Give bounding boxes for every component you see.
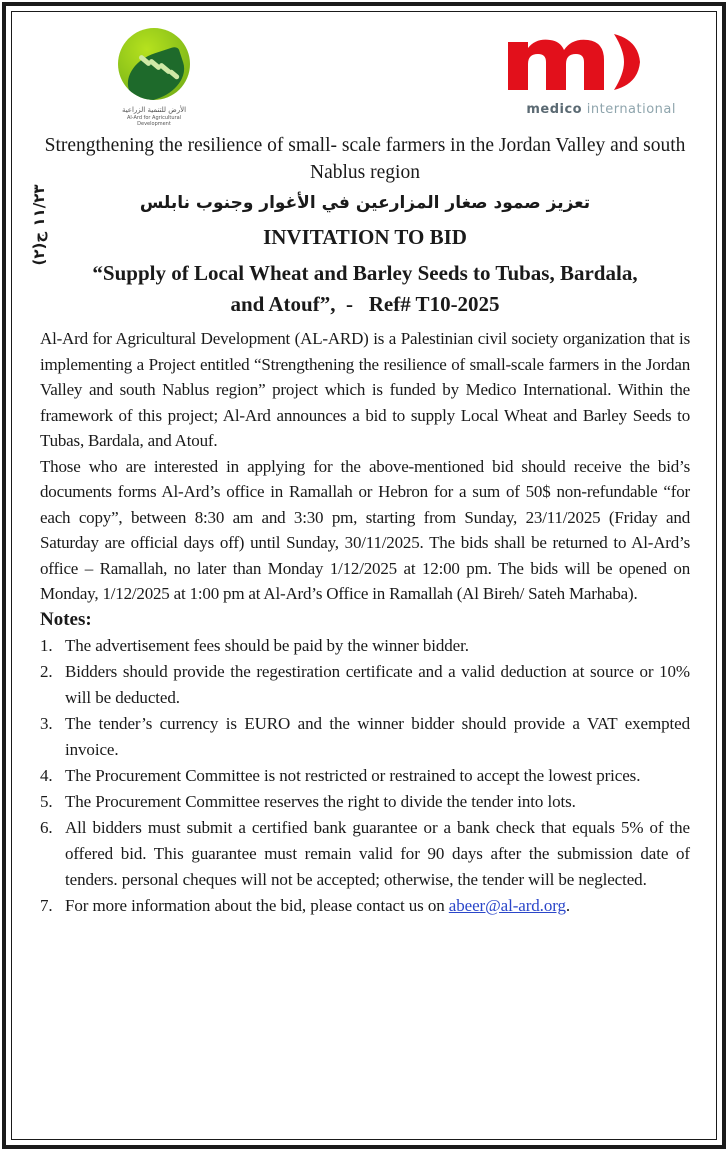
al-ard-caption-en: Al-Ard for Agricultural Development [126, 115, 182, 127]
bid-title-line2: and Atouf”, - Ref# T10-2025 [230, 292, 500, 316]
logo-bar [12, 12, 716, 132]
note-text: The advertisement fees should be paid by the winner bidder. [65, 635, 469, 655]
note-number: 4. [40, 765, 53, 785]
note-number: 7. [40, 895, 53, 915]
invitation-heading: INVITATION TO BID [263, 225, 467, 249]
ad-content [40, 132, 690, 919]
note-item [40, 893, 690, 919]
medico-word-bold: medico [526, 102, 583, 117]
notes-list [40, 633, 690, 919]
project-title: Strengthening the resilience of small- scale farmers in the Jordan Valley and south Nablus region [44, 135, 686, 183]
notes-heading: Notes: [40, 608, 92, 630]
note-text: The Procurement Committee is not restricted or restrained to accept the lowest prices. [65, 765, 641, 785]
note-number: 5. [40, 791, 53, 811]
note-text: The Procurement Committee reserves the right to divide the tender into lots. [65, 791, 576, 811]
wheat-leaf-icon [118, 28, 190, 100]
intro-paragraph: Al-Ard for Agricultural Development (AL-ARD) is a Palestinian civil society organization that is implementing a Project entitled “Strengthening the resilience of small-scale farmers in the Jordan Valley and south Nablus region” project which is funded by Medico International. Within the framework of this project; Al-Ard announces a bid to supply Local Wheat and Barley Seeds to Tubas, Bardala, and Atouf. [40, 329, 690, 450]
note-number: 1. [40, 635, 53, 655]
bid-title-line1: “Supply of Local Wheat and Barley Seeds to Tubas, Bardala, [92, 261, 638, 285]
note-item [40, 633, 690, 659]
al-ard-logo [112, 28, 192, 128]
note-text: For more information about the bid, please contact us on [65, 895, 449, 915]
note-text: All bidders must submit a certified bank guarantee or a bank check that equals 5% of the offered bid. This guarantee must remain valid for 90 days after the submission date of tenders. personal cheques will not be accepted; otherwise, the tender will be neglected. [65, 817, 690, 889]
note-text: The tender’s currency is EURO and the winner bidder should provide a VAT exempted invoice. [65, 713, 690, 759]
advertisement-frame [2, 2, 726, 1149]
medico-word-light: international [586, 102, 676, 117]
medico-wordmark [526, 102, 676, 117]
note-text: Bidders should provide the regestiration certificate and a valid deduction at source or 10% will be deducted. [65, 661, 690, 707]
al-ard-caption-ar: الأرض للتنمية الزراعية [121, 106, 187, 114]
note-item [40, 763, 690, 789]
note-number: 3. [40, 713, 53, 733]
note-number: 2. [40, 661, 53, 681]
al-ard-caption [112, 106, 196, 127]
note-item [40, 711, 690, 763]
instructions-paragraph: Those who are interested in applying for the above-mentioned bid should receive the bid’s documents forms Al-Ard’s office in Ramallah or Hebron for a sum of 50$ non-refundable “for each copy”, between 8:30 am and 3:30 pm, starting from Sunday, 23/11/2025 (Friday and Saturday are official days off) until Sunday, 30/11/2025. The bids shall be returned to Al-Ard’s office – Ramallah, no later than Monday 1/12/2025 at 12:00 pm. The bids will be opened on Monday, 1/12/2025 at 1:00 pm at Al-Ard’s Office in Ramallah (Al Bireh/ Sateh Marhaba). [40, 456, 690, 603]
note-number: 6. [40, 817, 53, 837]
note-item [40, 815, 690, 893]
medico-m-icon [506, 32, 646, 92]
medico-international-logo [476, 32, 676, 122]
side-reference-text: (٢)١١/٢٣ ج [30, 184, 48, 266]
contact-email-link[interactable]: abeer@al-ard.org [448, 895, 566, 915]
note-suffix: . [565, 895, 571, 915]
bid-title [40, 258, 690, 320]
note-item [40, 789, 690, 815]
inner-border [11, 11, 717, 1140]
project-title-arabic: تعزيز صمود صغار المزارعين في الأغوار وجنوب نابلس [139, 193, 591, 213]
note-item [40, 659, 690, 711]
